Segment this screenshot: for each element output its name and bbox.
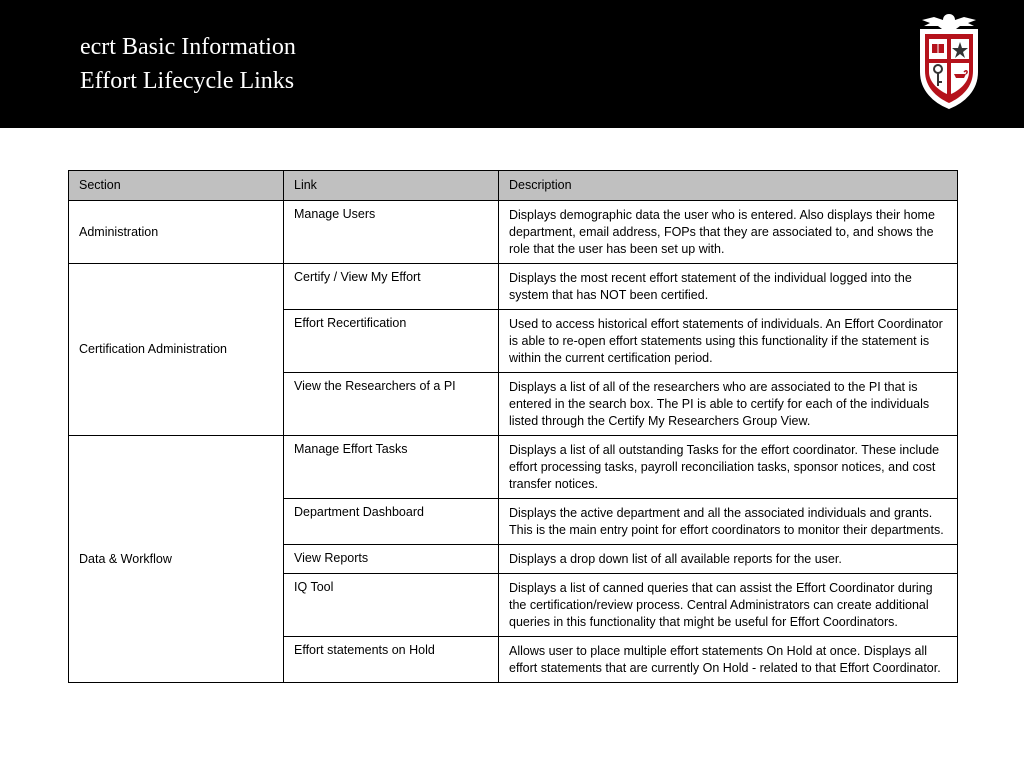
title-line-2: Effort Lifecycle Links (80, 68, 295, 94)
description-cell: Allows user to place multiple effort statements On Hold at once. Displays all effort statements that are currently On Hold - related to that Effort Coordinator. (499, 637, 958, 683)
description-cell: Displays a drop down list of all available reports for the user. (499, 545, 958, 574)
description-cell: Displays a list of all outstanding Tasks for the effort coordinator. These include effort processing tasks, payroll reconciliation tasks, sponsor notices, and cost transfer notices. (499, 436, 958, 499)
column-header-description: Description (499, 171, 958, 201)
link-cell[interactable]: Department Dashboard (284, 499, 499, 545)
description-cell: Displays demographic data the user who is entered. Also displays their home department, email address, FOPs that they are associated to, and shows the role that the user has been set up with. (499, 201, 958, 264)
header-banner (0, 0, 1024, 128)
link-cell[interactable]: Effort Recertification (284, 310, 499, 373)
description-cell: Displays a list of all of the researchers who are associated to the PI that is entered in the search box. The PI is able to certify for each of the individuals listed through the Certify My Researchers Group View. (499, 373, 958, 436)
link-cell[interactable]: Effort statements on Hold (284, 637, 499, 683)
effort-links-table (68, 170, 957, 683)
section-cell: Data & Workflow (69, 436, 284, 683)
link-cell[interactable]: View the Researchers of a PI (284, 373, 499, 436)
column-header-section: Section (69, 171, 284, 201)
description-cell: Displays a list of canned queries that can assist the Effort Coordinator during the certification/review process. Central Administrators can create additional queries in this functionality that might be useful for Effort Coordinators. (499, 574, 958, 637)
table-row (69, 264, 958, 310)
description-cell: Displays the most recent effort statement of the individual logged into the system that has NOT been certified. (499, 264, 958, 310)
table-row (69, 436, 958, 499)
section-cell: Certification Administration (69, 264, 284, 436)
title-line-1: ecrt Basic Information (80, 34, 296, 60)
link-cell[interactable]: IQ Tool (284, 574, 499, 637)
link-cell[interactable]: Manage Users (284, 201, 499, 264)
table-header-row (69, 171, 958, 201)
link-cell[interactable]: Certify / View My Effort (284, 264, 499, 310)
page-title (80, 30, 296, 98)
description-cell: Displays the active department and all the associated individuals and grants. This is the main entry point for effort coordinators to monitor their departments. (499, 499, 958, 545)
description-cell: Used to access historical effort statements of individuals. An Effort Coordinator is able to re-open effort statements using this functionality if the statement is within the current certification period. (499, 310, 958, 373)
texas-tech-shield-icon (914, 12, 984, 112)
table-row (69, 201, 958, 264)
link-cell[interactable]: View Reports (284, 545, 499, 574)
column-header-link: Link (284, 171, 499, 201)
link-cell[interactable]: Manage Effort Tasks (284, 436, 499, 499)
section-cell: Administration (69, 201, 284, 264)
